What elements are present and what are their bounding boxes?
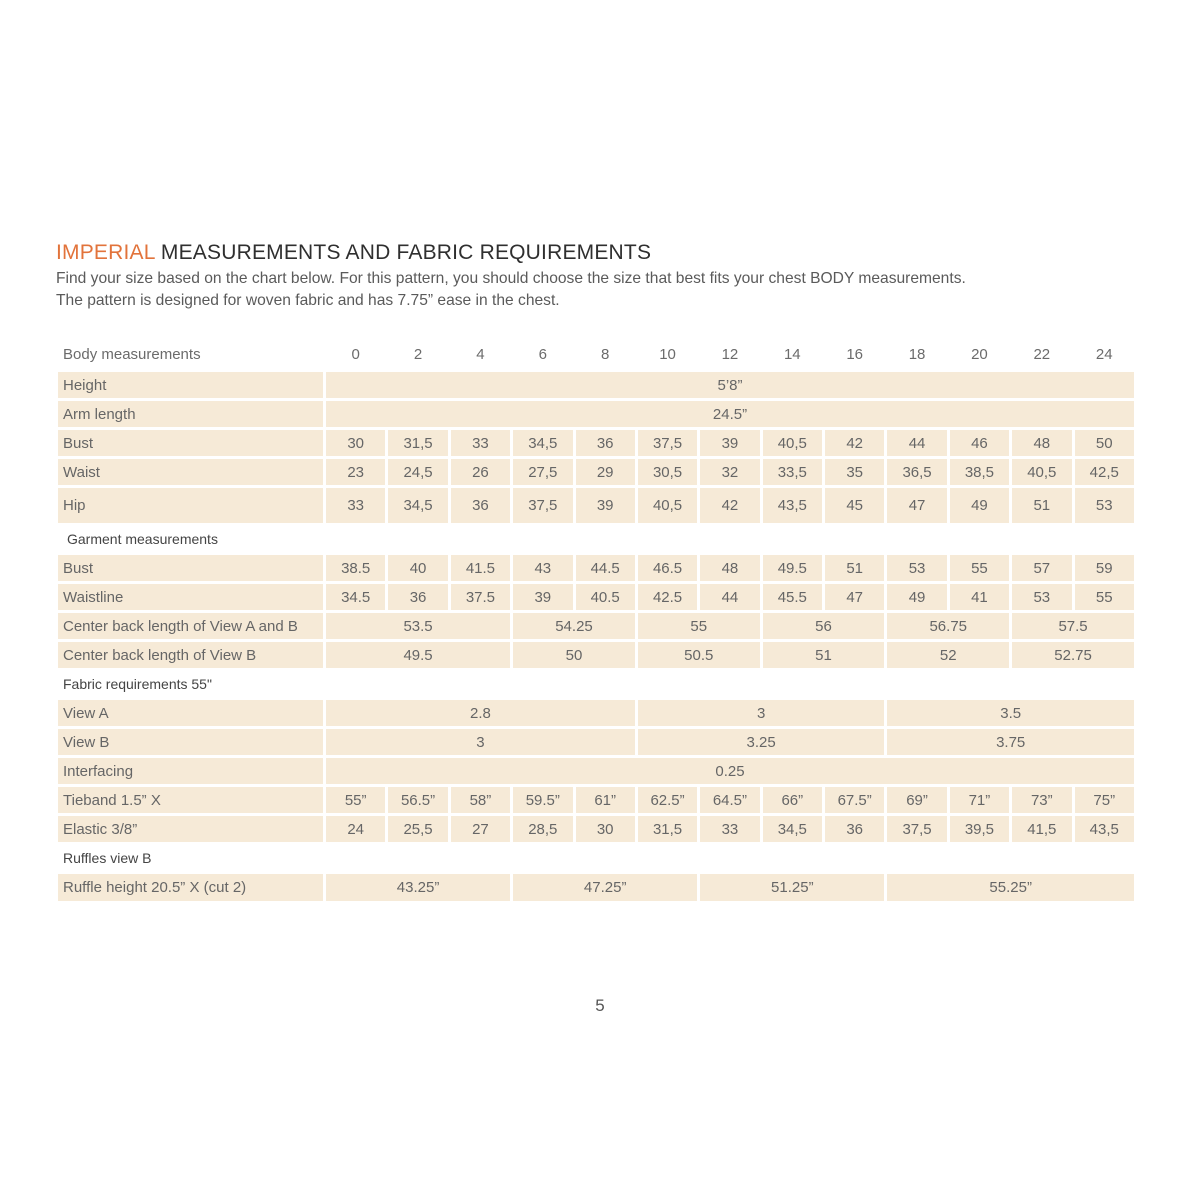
cell-value: 34,5 [388, 488, 447, 523]
row-label: Center back length of View B [58, 642, 323, 668]
row-label: Center back length of View A and B [58, 613, 323, 639]
cell-value: 57.5 [1012, 613, 1134, 639]
cell-value: 69” [887, 787, 946, 813]
cell-value: 36 [451, 488, 510, 523]
ruffle-row [58, 874, 1134, 901]
cell-value: 49 [950, 488, 1009, 523]
row-label: View B [58, 729, 323, 755]
ruffles-section [58, 845, 1134, 871]
cell-value: 28,5 [513, 816, 572, 842]
size-header: 8 [601, 345, 610, 363]
cell-value: 47.25” [513, 874, 697, 901]
fabric-row [58, 758, 1134, 784]
cell-value: 41.5 [451, 555, 510, 581]
cell-value: 44 [700, 584, 759, 610]
cell-value: 46.5 [638, 555, 697, 581]
cell-value: 43,5 [763, 488, 822, 523]
garment-section [58, 526, 1134, 552]
cell-value: 29 [576, 459, 635, 485]
intro-line-1: Find your size based on the chart below. For this pattern, you should choose the size that best fits your chest BODY measurements. [56, 270, 966, 287]
size-header: 14 [783, 345, 801, 363]
cell-value: 43,5 [1075, 816, 1135, 842]
cell-value: 51 [763, 642, 885, 668]
cell-value: 34,5 [513, 430, 572, 456]
size-header: 18 [908, 345, 926, 363]
cell-value: 30 [576, 816, 635, 842]
cell-value: 53.5 [326, 613, 510, 639]
cell-value: 51.25” [700, 874, 884, 901]
cell-value: 39 [700, 430, 759, 456]
row-label: Height [58, 372, 323, 398]
cell-value: 56.75 [887, 613, 1009, 639]
header-label: Body measurements [63, 345, 201, 363]
cell-value: 33 [451, 430, 510, 456]
cell-value: 45 [825, 488, 884, 523]
page-number: 5 [595, 996, 605, 1015]
cell-value: 66” [763, 787, 822, 813]
cell-value: 41,5 [1012, 816, 1071, 842]
ruffles-section-title: Ruffles view B [58, 845, 1134, 871]
cell-value: 55.25” [887, 874, 1134, 901]
cell-value: 37,5 [638, 430, 697, 456]
cell-value: 47 [887, 488, 946, 523]
row-label: Waistline [58, 584, 323, 610]
cell-value: 48 [1012, 430, 1071, 456]
cell-value: 36 [576, 430, 635, 456]
cell-value: 32 [700, 459, 759, 485]
garment-row [58, 613, 1134, 639]
cell-value: 38,5 [950, 459, 1009, 485]
size-chart-body [58, 339, 1134, 901]
cell-value: 24 [326, 816, 385, 842]
cell-value: 5’8” [326, 372, 1134, 398]
cell-value: 23 [326, 459, 385, 485]
cell-value: 50.5 [638, 642, 760, 668]
cell-value: 35 [825, 459, 884, 485]
cell-value: 48 [700, 555, 759, 581]
cell-value: 59.5” [513, 787, 572, 813]
cell-value: 46 [950, 430, 1009, 456]
cell-value: 49.5 [326, 642, 510, 668]
fabric-row [58, 729, 1134, 755]
cell-value: 33 [326, 488, 385, 523]
size-chart [55, 336, 1137, 904]
body-row [58, 401, 1134, 427]
cell-value: 41 [950, 584, 1009, 610]
size-header: 12 [721, 345, 739, 363]
row-label: Elastic 3/8” [58, 816, 323, 842]
cell-value: 73” [1012, 787, 1071, 813]
cell-value: 39 [576, 488, 635, 523]
cell-value: 36 [388, 584, 447, 610]
cell-value: 55 [950, 555, 1009, 581]
cell-value: 3.75 [887, 729, 1134, 755]
cell-value: 51 [825, 555, 884, 581]
body-row [58, 488, 1134, 523]
cell-value: 31,5 [388, 430, 447, 456]
cell-value: 2.8 [326, 700, 635, 726]
garment-row [58, 642, 1134, 668]
row-label: View A [58, 700, 323, 726]
cell-value: 25,5 [388, 816, 447, 842]
body-row [58, 372, 1134, 398]
cell-value: 61” [576, 787, 635, 813]
cell-value: 33 [700, 816, 759, 842]
size-header: 0 [351, 345, 360, 363]
size-header: 10 [659, 345, 676, 363]
cell-value: 26 [451, 459, 510, 485]
cell-value: 34.5 [326, 584, 385, 610]
fabric-section-title: Fabric requirements 55" [58, 671, 1134, 697]
cell-value: 50 [513, 642, 635, 668]
page-title-accent: IMPERIAL [56, 241, 155, 264]
size-header: 2 [413, 345, 423, 363]
cell-value: 42.5 [638, 584, 697, 610]
cell-value: 30,5 [638, 459, 697, 485]
cell-value: 57 [1012, 555, 1071, 581]
size-header: 20 [971, 345, 988, 363]
cell-value: 55 [1075, 584, 1135, 610]
row-label: Ruffle height 20.5” X (cut 2) [58, 874, 323, 901]
cell-value: 38.5 [326, 555, 385, 581]
cell-value: 40,5 [763, 430, 822, 456]
cell-value: 42,5 [1075, 459, 1135, 485]
cell-value: 37,5 [887, 816, 946, 842]
cell-value: 49 [887, 584, 946, 610]
cell-value: 58” [451, 787, 510, 813]
cell-value: 0.25 [326, 758, 1134, 784]
cell-value: 36,5 [887, 459, 946, 485]
cell-value: 55” [326, 787, 385, 813]
cell-value: 40,5 [1012, 459, 1071, 485]
page-title [56, 241, 651, 265]
intro-text [56, 268, 1166, 312]
cell-value: 54.25 [513, 613, 635, 639]
cell-value: 62.5” [638, 787, 697, 813]
cell-value: 33,5 [763, 459, 822, 485]
cell-value: 43.25” [326, 874, 510, 901]
cell-value: 53 [1075, 488, 1135, 523]
cell-value: 43 [513, 555, 572, 581]
cell-value: 24.5” [326, 401, 1134, 427]
size-header: 24 [1095, 345, 1113, 363]
cell-value: 27,5 [513, 459, 572, 485]
cell-value: 75” [1075, 787, 1135, 813]
cell-value: 45.5 [763, 584, 822, 610]
row-label: Bust [58, 430, 323, 456]
cell-value: 56 [763, 613, 885, 639]
cell-value: 3 [638, 700, 885, 726]
cell-value: 39 [513, 584, 572, 610]
cell-value: 53 [1012, 584, 1071, 610]
cell-value: 30 [326, 430, 385, 456]
cell-value: 52.75 [1012, 642, 1134, 668]
cell-value: 31,5 [638, 816, 697, 842]
cell-value: 37.5 [451, 584, 510, 610]
row-label: Waist [58, 459, 323, 485]
cell-value: 67.5” [825, 787, 884, 813]
row-label: Bust [58, 555, 323, 581]
cell-value: 51 [1012, 488, 1071, 523]
size-header: 22 [1033, 345, 1051, 363]
row-label: Interfacing [58, 758, 323, 784]
fabric-section [58, 671, 1134, 697]
garment-row [58, 555, 1134, 581]
garment-section-title: Garment measurements [58, 526, 1134, 552]
page-title-rest: MEASUREMENTS AND FABRIC REQUIREMENTS [154, 241, 652, 264]
cell-value: 50 [1075, 430, 1135, 456]
cell-value: 42 [700, 488, 759, 523]
garment-row [58, 584, 1134, 610]
cell-value: 34,5 [763, 816, 822, 842]
fabric-row [58, 787, 1134, 813]
cell-value: 37,5 [513, 488, 572, 523]
header-row [58, 339, 1134, 369]
cell-value: 59 [1075, 555, 1135, 581]
cell-value: 3.5 [887, 700, 1134, 726]
fabric-row [58, 700, 1134, 726]
cell-value: 64.5” [700, 787, 759, 813]
cell-value: 40 [388, 555, 447, 581]
cell-value: 36 [825, 816, 884, 842]
cell-value: 40.5 [576, 584, 635, 610]
cell-value: 39,5 [950, 816, 1009, 842]
cell-value: 55 [638, 613, 760, 639]
cell-value: 40,5 [638, 488, 697, 523]
fabric-row [58, 816, 1134, 842]
body-row [58, 430, 1134, 456]
cell-value: 3 [326, 729, 635, 755]
body-row [58, 459, 1134, 485]
intro-line-2: The pattern is designed for woven fabric and has 7.75” ease in the chest. [56, 292, 560, 309]
cell-value: 49.5 [763, 555, 822, 581]
size-header: 16 [846, 345, 864, 363]
row-label: Arm length [58, 401, 323, 427]
cell-value: 56.5” [388, 787, 447, 813]
cell-value: 44 [887, 430, 946, 456]
cell-value: 44.5 [576, 555, 635, 581]
row-label: Hip [58, 488, 323, 523]
cell-value: 3.25 [638, 729, 885, 755]
cell-value: 24,5 [388, 459, 447, 485]
cell-value: 47 [825, 584, 884, 610]
row-label: Tieband 1.5” X [58, 787, 323, 813]
cell-value: 71” [950, 787, 1009, 813]
size-header: 4 [476, 345, 485, 363]
cell-value: 53 [887, 555, 946, 581]
size-header: 6 [538, 345, 547, 363]
cell-value: 42 [825, 430, 884, 456]
cell-value: 52 [887, 642, 1009, 668]
cell-value: 27 [451, 816, 510, 842]
